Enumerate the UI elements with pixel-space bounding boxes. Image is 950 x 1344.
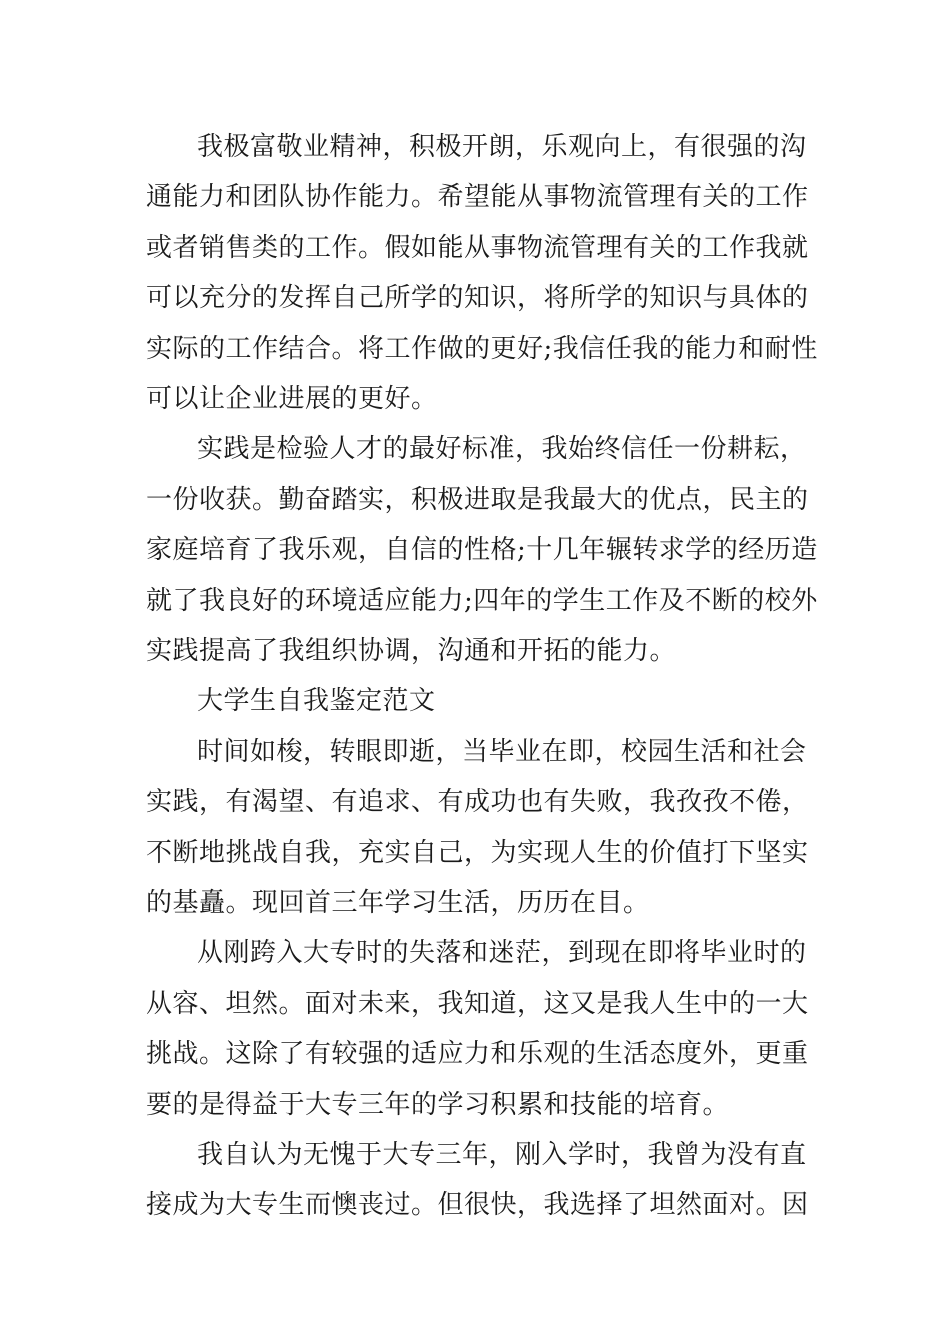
- text-line: 从容、坦然。面对未来，我知道，这又是我人生中的一大: [146, 988, 809, 1019]
- text-line: 家庭培育了我乐观，自信的性格;十几年辗转求学的经历造: [146, 535, 818, 566]
- text-line: 我极富敬业精神，积极开朗，乐观向上，有很强的沟: [197, 132, 807, 162]
- text-line: 我自认为无愧于大专三年，刚入学时，我曾为没有直: [197, 1140, 807, 1170]
- text-line: 可以让企业进展的更好。: [146, 384, 438, 414]
- text-line: 通能力和团队协作能力。希望能从事物流管理有关的工作: [146, 182, 809, 213]
- text-line: 挑战。这除了有较强的适应力和乐观的生活态度外，更重: [146, 1039, 809, 1070]
- text-line: 从刚跨入大专时的失落和迷茫，到现在即将毕业时的: [197, 938, 807, 969]
- text-line: 实际的工作结合。将工作做的更好;我信任我的能力和耐性: [146, 333, 818, 364]
- text-line: 的基矗。现回首三年学习生活，历历在目。: [146, 888, 650, 918]
- text-line: 时间如梭，转眼即逝，当毕业在即，校园生活和社会: [197, 736, 807, 767]
- text-line: 要的是得益于大专三年的学习积累和技能的培育。: [146, 1089, 730, 1120]
- text-line: 可以充分的发挥自己所学的知识，将所学的知识与具体的: [146, 283, 809, 314]
- text-line: 接成为大专生而懊丧过。但很快，我选择了坦然面对。因: [146, 1190, 809, 1221]
- text-line: 实践是检验人才的最好标准，我始终信任一份耕耘，: [197, 434, 807, 465]
- text-line: 大学生自我鉴定范文: [197, 686, 436, 717]
- text-line: 实践，有渴望、有追求、有成功也有失败，我孜孜不倦，: [146, 787, 809, 818]
- text-line: 就了我良好的环境适应能力;四年的学生工作及不断的校外: [146, 585, 818, 616]
- text-line: 或者销售类的工作。假如能从事物流管理有关的工作我就: [146, 232, 809, 263]
- text-line: 一份收获。勤奋踏实，积极进取是我最大的优点，民主的: [146, 484, 809, 515]
- text-line: 实践提高了我组织协调，沟通和开拓的能力。: [146, 636, 677, 666]
- text-line: 不断地挑战自我，充实自己，为实现人生的价值打下坚实: [146, 837, 809, 868]
